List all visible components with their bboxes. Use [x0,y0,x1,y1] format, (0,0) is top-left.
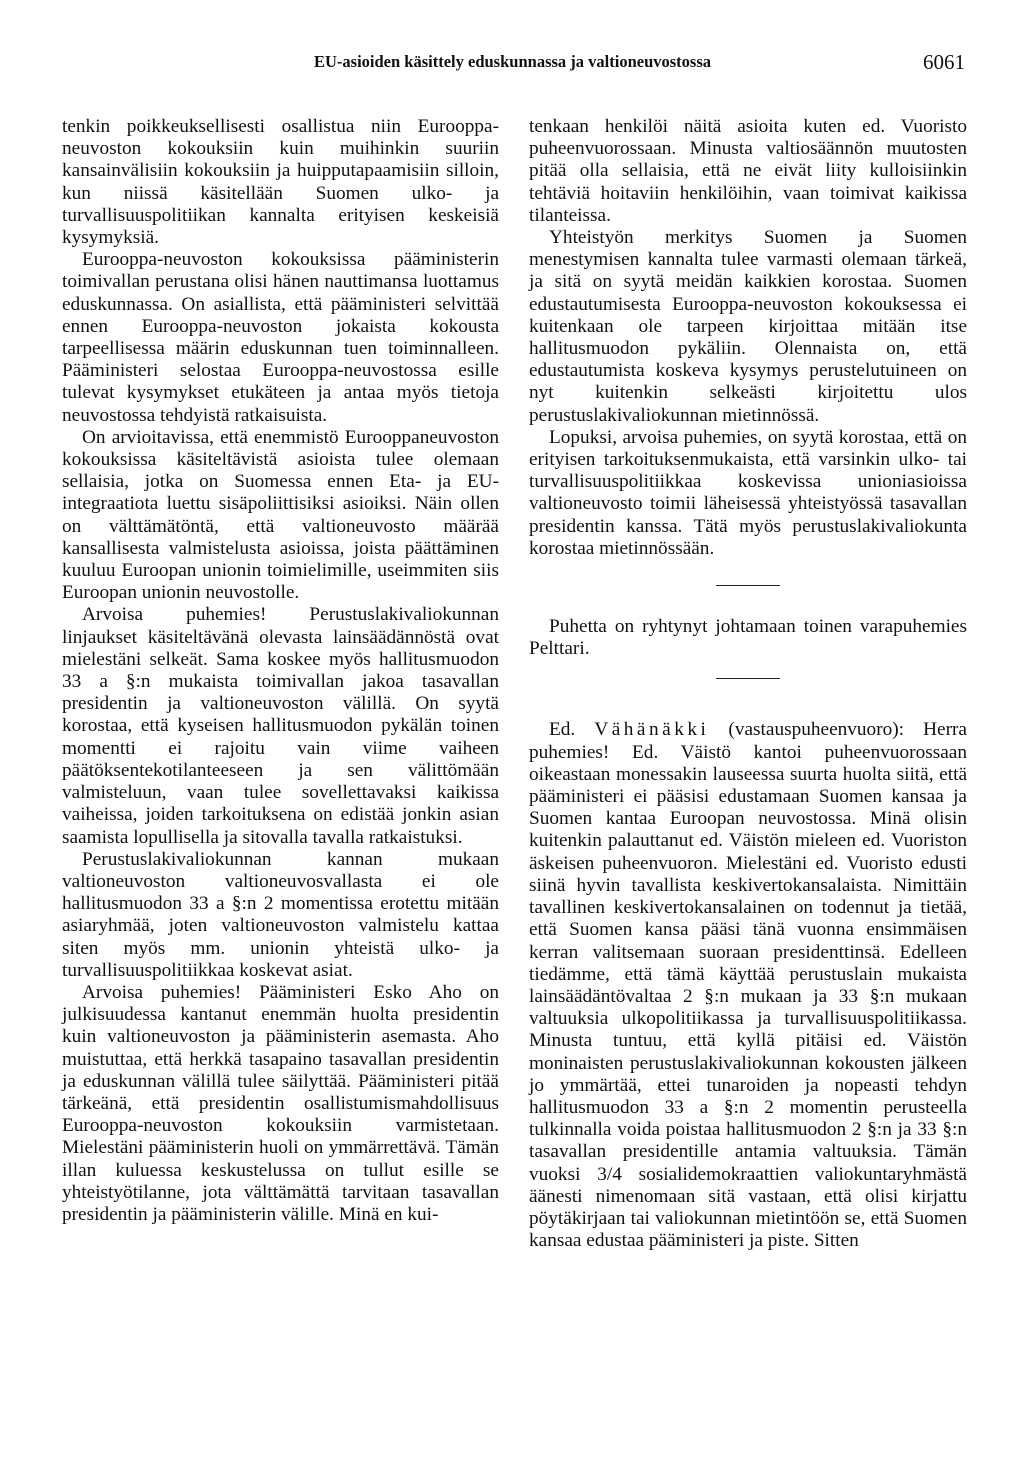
paragraph: Arvoisa puhemies! Pääministeri Esko Aho on julkisuudessa kantanut enemmän huolta presidentin kuin valtioneuvoston ja pääministerin asemasta. Aho muistuttaa, että herkkä tasapaino tasavallan presidentin ja eduskunnan välillä tulee säilyttää. Pääministeri pitää tärkeänä, että presidentin osallistumismahdollisuus Eurooppa-neuvoston kokouksiin varmistetaan. Mielestäni pääministerin huoli on ymmärrettävä. Tämän illan kuluessa keskustelussa on tullut esille se yhteistyötilanne, jota välttämättä tarvitaan tasavallan presidentin ja pääministerin välille. Minä en kui- [62,981,499,1225]
speaker-note: (vastauspuheenvuoro): [728,719,905,741]
right-column [529,116,967,1252]
paragraph: tenkaan henkilöi näitä asioita kuten ed. Vuoristo puheenvuorossaan. Minusta valtiosäännön muutosten pitää olla sellaisia, että ne eivät liity kulloisiinkin tehtäviä hoitaviin henkilöihin, vaan toimivat kaikissa tilanteissa. [529,116,967,226]
paragraph: Yhteistyön merkitys Suomen ja Suomen menestymisen kannalta tulee varmasti olemaan tärkeä, ja sitä on syytä meidän kaikkien korostaa. Suomen edustautumisesta Eurooppa-neuvoston kokouksessa ei kuitenkaan ole tarpeen kirjoittaa mitään itse hallitusmuodon pykäliin. Olennaista on, että edustautumista koskeva kysymys perustelutuineen on nyt kuitenkin selkeästi kirjoitettu ulos perustuslakivaliokunnan mietinnössä. [529,227,967,426]
paragraph: On arvioitavissa, että enemmistö Eurooppaneuvoston kokouksissa käsiteltävistä asioista tulee olemaan sellaisia, jotka on Suomessa ennen Eta- ja EU-integraatiota luettu sisäpoliittisiksi asioiksi. Näin ollen on välttämätöntä, että valtioneuvosto määrää kansallisesta valmistelusta asioissa, joista päättäminen kuuluu Euroopan unionin toimielimille, useimmiten siis Euroopan unionin neuvostolle. [62,426,499,604]
speaker-prefix: Ed. [549,719,576,741]
left-column [62,116,499,1226]
speaker-name: Vähänäkki [594,719,710,741]
speaker-paragraph [529,719,967,1252]
page-number: 6061 [923,50,965,74]
paragraph: Perustuslakivaliokunnan kannan mukaan valtioneuvoston valtioneuvosvallasta ei ole hallitusmuodon 33 a §:n 2 momentissa erotettu mitään asiaryhmää, joten valtioneuvoston valmistelu kattaa siten myös mm. unionin yhteistä ulko- ja turvallisuuspolitiikkaa koskevat asiat. [62,848,499,981]
speech-text: Herra puhemies! Ed. Väistö kantoi puheenvuorossaan oikeastaan monessakin lauseessa suurta huolta siitä, että pääministeri ei pääsisi edustamaan Suomen kansaa ja Suomen kantaa Euroopan neuvostossa. Minä olisin kuitenkin palauttanut ed. Väistön mieleen ed. Vuoriston äskeisen puheenvuoron. Mielestäni ed. Vuoristo edusti siinä hyvin tavallista keskivertokansalaista. Nimittäin tavallinen keskivertokansalainen on todennut ja tietää, että Suomen kansa pääsi tänä vuonna ensimmäisen kerran valitsemaan suoraan presidenttinsä. Edelleen tiedämme, että tämä käyttää perustuslain mukaista lainsäädäntövaltaa 2 §:n mukaan ja 33 §:n mukaan valtuuksia ulkopolitiikassa ja turvallisuuspolitiikassa. Minusta tuntuu, että kyllä pitäisi ed. Väistön moninaisten perustuslakivaliokunnan kokousten jälkeen jo ymmärtää, ettei tunaroiden ja nopeasti tehdyn hallitusmuodon 33 a §:n 2 momentin perusteella tulkinnalla voida poistaa hallitusmuodon 2 §:n ja 33 §:n tasavallan presidentille antamia valtuuksia. Tämän vuoksi 3/4 sosialidemokraattien valiokuntaryhmästä äänesti nimenomaan sitä vastaan, että olisi kirjattu pöytäkirjaan tai valiokunnan mietintöön se, että Suomen kansaa edustaa pääministeri ja piste. Sitten [529,719,967,1252]
paragraph: Arvoisa puhemies! Perustuslakivaliokunnan linjaukset käsiteltävänä olevasta lainsäädännöstä ovat mielestäni selkeät. Sama koskee myös hallitusmuodon 33 a §:n mukaista toimivallan jakoa tasavallan presidentin ja valtioneuvoston välillä. On syytä korostaa, että kyseisen hallitusmuodon pykälän toinen momentti ei rajoitu vain viime vaiheen päätöksentekotilanteeseen ja sen välittömään valmisteluun, vaan tulee sovellettavaksi kaikissa vaiheissa, joiden tarkoituksena on edistää jonkin asian saamista lopullisella ja sitovalla tavalla ratkaistuksi. [62,604,499,848]
paragraph: tenkin poikkeuksellisesti osallistua niin Eurooppa-neuvoston kokouksiin kuin muihinkin suuriin kansainvälisiin kokouksiin ja huipputapaamisiin silloin, kun niissä käsitellään Suomen ulko- ja turvallisuuspolitiikan kannalta erityisen keskeisiä kysymyksiä. [62,116,499,249]
paragraph: Lopuksi, arvoisa puhemies, on syytä korostaa, että on erityisen tarkoituksenmukaista, että varsinkin ulko- tai turvallisuuspolitiikkaa koskevissa unioniasioissa valtioneuvosto toimii läheisessä yhteistyössä tasavallan presidentin kanssa. Tätä myös perustuslakivaliokunta korostaa mietinnössään. [529,426,967,559]
transition-note: Puhetta on ryhtynyt johtamaan toinen varapuhemies Pelttari. [529,616,967,660]
page-header [60,50,965,80]
paragraph: Eurooppa-neuvoston kokouksissa pääministerin toimivallan perustana olisi hänen nauttimansa luottamus eduskunnassa. On asiallista, että pääministeri selvittää ennen Eurooppa-neuvoston jokaista kokousta tarpeellisessa määrin eduskunnan tuen toiminnalleen. Pääministeri selostaa Eurooppa-neuvostossa esille tulevat kysymykset etukäteen ja antaa myös tietoja neuvostossa tehdyistä ratkaisuista. [62,249,499,426]
running-title: EU-asioiden käsittely eduskunnassa ja valtioneuvostossa [314,52,711,71]
